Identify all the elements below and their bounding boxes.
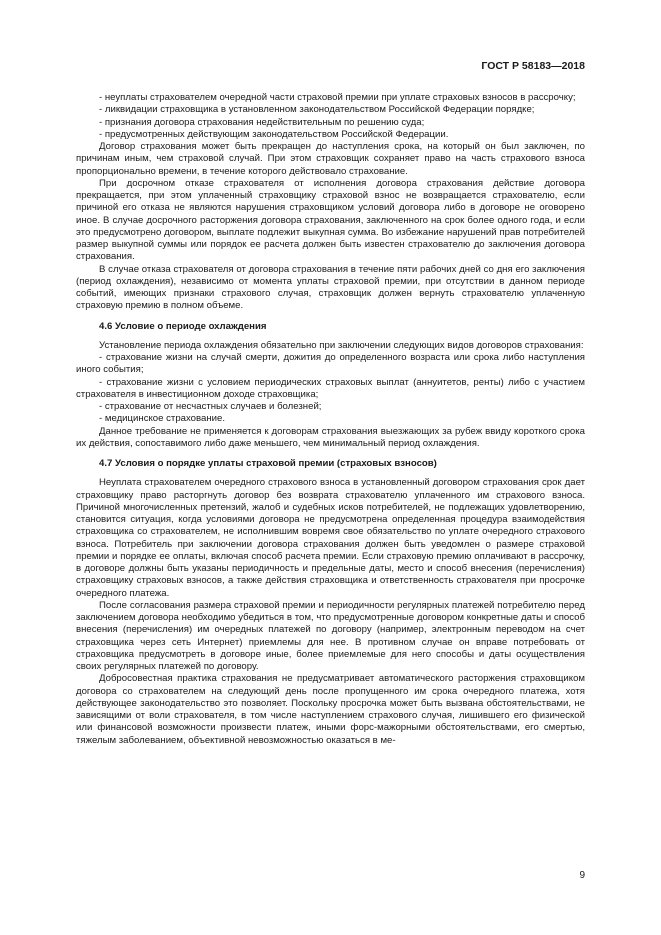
paragraph: После согласования размера страховой премии и периодичности регулярных платежей потребителю перед заключением договора необходимо убедиться в том, что предусмотренные договором конкретные даты и способ внесения (перечисления) им очередных платежей по договору (например, электронным переводом на счет страховщика через сеть Интернет) приемлемы для нее. В противном случае он вправе потребовать от страховщика предусмотреть в договоре иные, более приемлемые для него способы и даты осуществления своих регулярных платежей по договору. — [76, 599, 585, 672]
document-body — [76, 92, 585, 747]
list-item: - предусмотренных действующим законодательством Российской Федерации. — [99, 128, 449, 140]
list-item: - неуплаты страхователем очередной части страховой премии при уплате страховых взносов в рассрочку; — [99, 92, 576, 103]
list-item: - ликвидации страховщика в установленном законодательством Российской Федерации порядке; — [99, 104, 535, 116]
paragraph: Добросовестная практика страхования не предусматривает автоматического расторжения страховщиком договора со страхователем на следующий день после пропущенного им срока очередного платежа, хотя действующее законодательство это позволяет. Поскольку просрочка может быть вызвана обстоятельствами, не зависящими от воли страхователя, в том числе наступлением страхового случая, лишившего его физической или финансовой возможности произвести платеж, иными форс-мажорными обстоятельствами, его смертью, тяжелым заболеванием, объективной невозможностью оказаться в ме- — [76, 673, 585, 746]
paragraph: При досрочном отказе страхователя от исполнения договора страхования действие договора прекращается, при этом уплаченный страховщику страховой взнос не возвращается страхователю, если причиной его отказа не являются нарушения страховщиком условий договора либо в договоре не оговорено иное. В случае досрочного расторжения договора страхования, заключенного на срок более одного года, и если это предусмотрено договором, выплате подлежит выкупная сумма. Во избежание нарушений прав потребителей размер выкупной суммы или порядок ее расчета должен быть известен страхователю до заключения договора страхования. — [76, 177, 585, 263]
paragraph: Договор страхования может быть прекращен до наступления срока, на который он был заключен, по причинам иным, чем страховой случай. При этом страховщик сохраняет право на часть страхового взноса пропорционально времени, в течение которого действовало страхование. — [76, 141, 585, 177]
paragraph: В случае отказа страхователя от договора страхования в течение пяти рабочих дней со дня его заключения (период охлаждения), независимо от момента уплаты страховой премии, при отсутствии в данном периоде событий, имеющих признаки страхового случая, страховщик должен вернуть страхователю уплаченную страховую премию в полном объеме. — [76, 263, 585, 312]
paragraph: Данное требование не применяется к договорам страхования выезжающих за рубеж ввиду короткого срока их действия, сопоставимого либо даже меньшего, чем минимальный период охлаждения. — [76, 425, 585, 449]
section-heading: 4.6 Условие о периоде охлаждения — [99, 320, 267, 332]
list-item: - медицинское страхование. — [99, 413, 225, 425]
paragraph: Установление периода охлаждения обязательно при заключении следующих видов договоров страхования: — [99, 339, 584, 351]
standard-header: ГОСТ Р 58183—2018 — [481, 60, 585, 72]
list-item: - страхование от несчастных случаев и болезней; — [99, 401, 322, 412]
section-heading: 4.7 Условия о порядке уплаты страховой премии (страховых взносов) — [99, 458, 437, 469]
paragraph: Неуплата страхователем очередного страхового взноса в установленный договором страхования срок дает страховщику право расторгнуть договор без возврата страхователю уплаченного им страхового взноса. Причиной многочисленных претензий, жалоб и судебных исков потребителей, не подлежащих удовлетворению, становится ситуация, когда условиями договора не предусмотрена определенная процедура взаимодействия страховщика со страхователем, не исполнившим вовремя свое обязательство по уплате очередного страхового взноса. Потребитель при заключении договора страхования должен быть уведомлен о размере страховой премии и порядке ее оплаты, включая способ расчета премии. Если страховую премию оплачивают в рассрочку, в договоре должны быть указаны периодичность и предельные даты, место и способ внесения (перечисления) страховщику страховых взносов, а также действия страховщика и ответственность страхователя при просрочке очередного платежа. — [76, 477, 585, 599]
page-number: 9 — [579, 870, 585, 881]
list-item: - страхование жизни с условием периодических страховых выплат (аннуитетов, ренты) либо с участием страхователя в инвестиционном доходе страховщика; — [76, 376, 585, 400]
list-item: - признания договора страхования недействительным по решению суда; — [99, 116, 425, 128]
list-item: - страхование жизни на случай смерти, дожития до определенного возраста или срока либо наступления иного события; — [76, 352, 585, 376]
